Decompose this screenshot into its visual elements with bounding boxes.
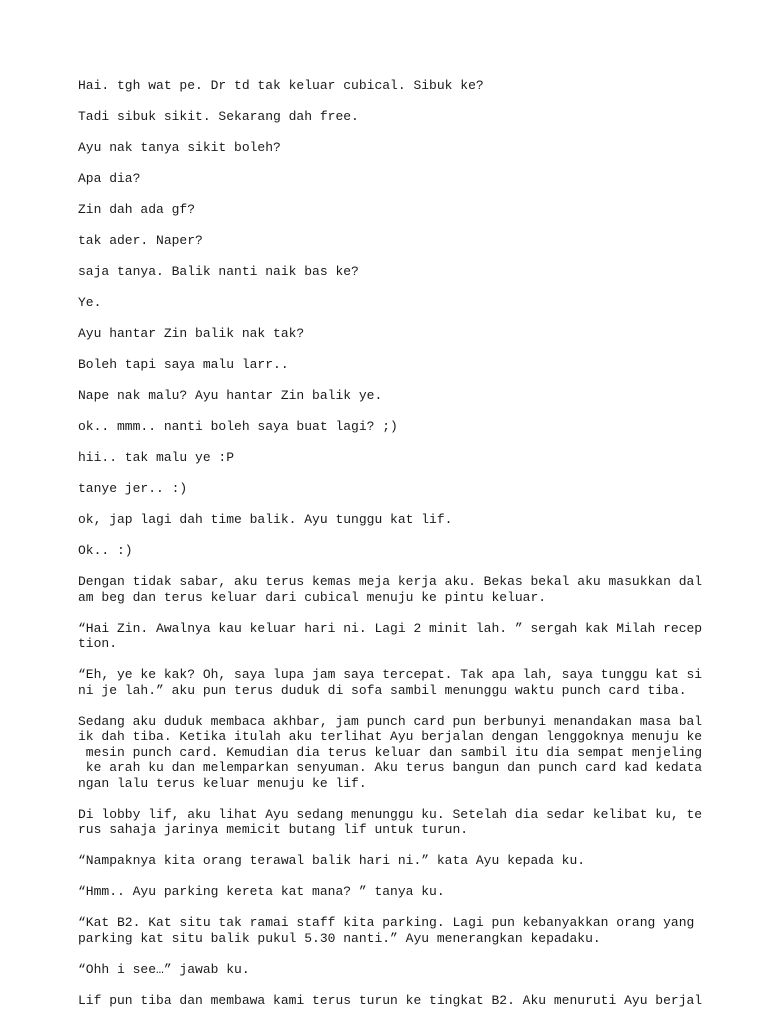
paragraph: Ok.. :) xyxy=(78,543,133,558)
paragraph: Nape nak malu? Ayu hantar Zin balik ye. xyxy=(78,388,383,403)
paragraph: saja tanya. Balik nanti naik bas ke? xyxy=(78,264,359,279)
paragraph: Apa dia? xyxy=(78,171,141,186)
paragraph: Ye. xyxy=(78,295,102,310)
paragraph: Hai. tgh wat pe. Dr td tak keluar cubical. Sibuk ke? xyxy=(78,78,484,93)
paragraph: Boleh tapi saya malu larr.. xyxy=(78,357,289,372)
paragraph: Di lobby lif, aku lihat Ayu sedang menunggu ku. Setelah dia sedar kelibat ku, te rus sahaja jarinya memicit butang lif untuk turun. xyxy=(78,806,703,837)
paragraph: “Nampaknya kita orang terawal balik hari ni.” kata Ayu kepada ku. xyxy=(78,853,586,868)
paragraph: Zin dah ada gf? xyxy=(78,202,196,217)
document-page xyxy=(78,78,703,1024)
paragraph: “Ohh i see…” jawab ku. xyxy=(78,961,250,977)
paragraph: “Kat B2. Kat situ tak ramai staff kita parking. Lagi pun kebanyakkan orang yang parking kat situ balik pukul 5.30 nanti.” Ayu menerangkan kepadaku. xyxy=(78,915,695,946)
paragraph: “Eh, ye ke kak? Oh, saya lupa jam saya tercepat. Tak apa lah, saya tunggu kat si ni je lah.” aku pun terus duduk di sofa sambil menunggu waktu punch card tiba. xyxy=(78,667,703,698)
paragraph: Sedang aku duduk membaca akhbar, jam punch card pun berbunyi menandakan masa bal ik dah tiba. Ketika itulah aku terlihat Ayu berjalan dengan lenggoknya menuju ke mesin punch card. Kemudian dia terus keluar dan sambil itu dia sempat menjeling ke arah ku dan melemparkan senyuman. Aku terus bangun dan punch card kad kedata ngan lalu terus keluar menuju ke lif. xyxy=(78,713,703,791)
paragraph: “Hmm.. Ayu parking kereta kat mana? ” tanya ku. xyxy=(78,884,445,899)
paragraph: ok, jap lagi dah time balik. Ayu tunggu kat lif. xyxy=(78,512,453,527)
paragraph: ok.. mmm.. nanti boleh saya buat lagi? ;) xyxy=(78,419,398,434)
paragraph: tanye jer.. :) xyxy=(78,481,188,496)
paragraph: Tadi sibuk sikit. Sekarang dah free. xyxy=(78,109,359,124)
paragraph: Lif pun tiba dan membawa kami terus turun ke tingkat B2. Aku menuruti Ayu berjal xyxy=(78,992,703,1008)
paragraph: Ayu hantar Zin balik nak tak? xyxy=(78,326,305,341)
paragraph: tak ader. Naper? xyxy=(78,233,203,248)
paragraph: hii.. tak malu ye :P xyxy=(78,450,235,465)
paragraph: “Hai Zin. Awalnya kau keluar hari ni. Lagi 2 minit lah. ” sergah kak Milah recep tion. xyxy=(78,620,703,651)
paragraph: Dengan tidak sabar, aku terus kemas meja kerja aku. Bekas bekal aku masukkan dal am beg dan terus keluar dari cubical menuju ke pintu keluar. xyxy=(78,574,703,605)
paragraph: Ayu nak tanya sikit boleh? xyxy=(78,140,281,155)
